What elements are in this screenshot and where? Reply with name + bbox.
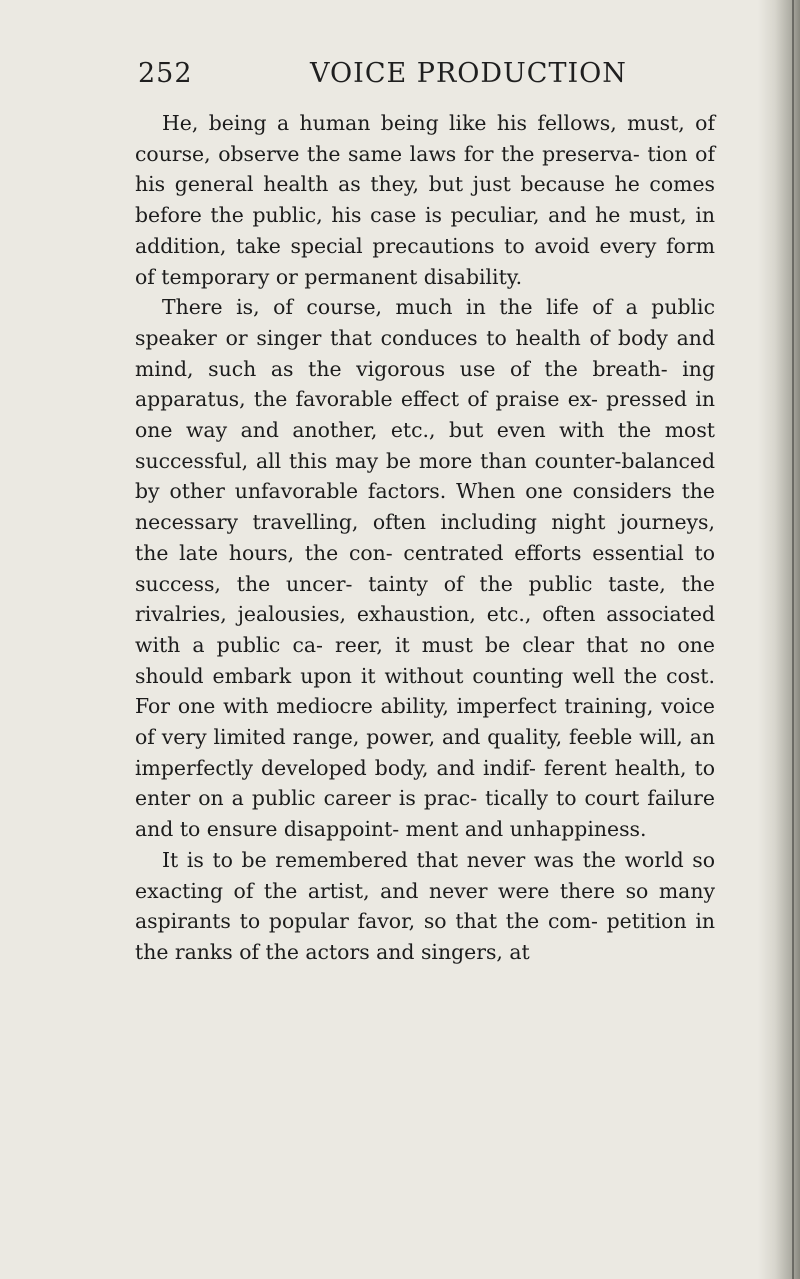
paragraph: There is, of course, much in the life of a public speaker or singer that conduces to health of body and mind, such as the vigorous use of the breath- ing apparatus, the favorable effect of praise ex- pressed in one way and another, etc., but even with the most successful, all this may be more than counter-balanced by other unfavorable factors. When one considers the necessary travelling, often including night journeys, the late hours, the con- centrated efforts essential to success, the uncer- tainty of the public taste, the rivalries, jealousies, exhaustion, etc., often associated with a public ca- reer, it must be clear that no one should embark upon it without counting well the cost. For one with mediocre ability, imperfect training, voice of very limited range, power, and quality, feeble will, an imperfectly developed body, and indif- ferent health, to enter on a public career is prac- tically to court failure and to ensure disappoint- ment and unhappiness. bbox=[135, 295, 715, 842]
running-head: VOICE PRODUCTION bbox=[310, 58, 627, 89]
page-header bbox=[0, 58, 800, 98]
paragraph: It is to be remembered that never was the world so exacting of the artist, and never were there so many aspirants to popular favor, so that the com- petition in the ranks of the actors and singers, at bbox=[135, 847, 715, 964]
page-edge-line bbox=[792, 0, 794, 1279]
paragraph: He, being a human being like his fellows, must, of course, observe the same laws for the preserva- tion of his general health as they, but just because he comes before the public, his case is peculiar, and he must, in addition, take special precautions to avoid every form of temporary or permanent disability. bbox=[135, 111, 715, 289]
page-number: 252 bbox=[138, 58, 193, 89]
body-text bbox=[135, 108, 715, 968]
